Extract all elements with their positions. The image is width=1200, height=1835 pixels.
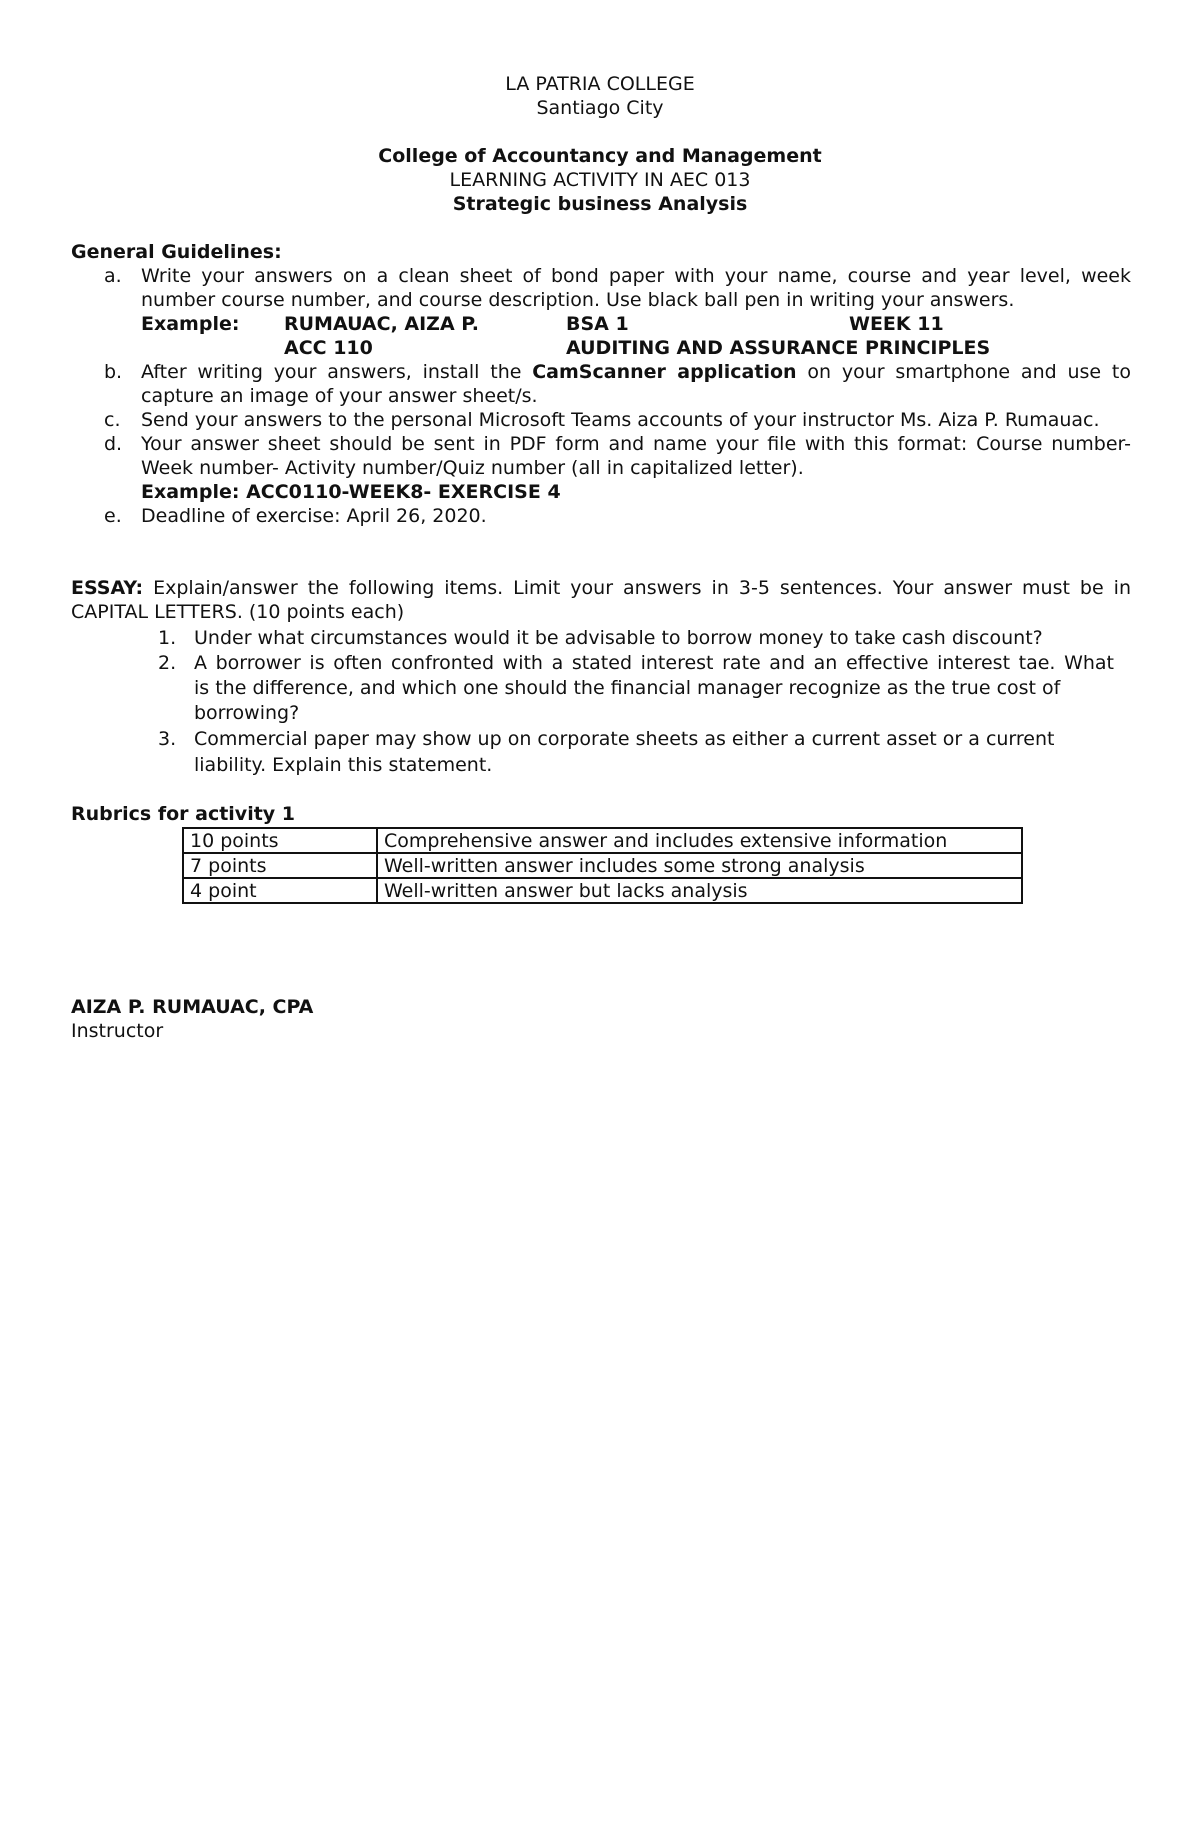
rubrics-title: Rubrics for activity 1 bbox=[71, 803, 296, 825]
rubric-description: Comprehensive answer and includes extensive information bbox=[377, 828, 1022, 853]
guideline-d-example: Example: ACC0110-WEEK8- EXERCISE 4 bbox=[141, 481, 561, 503]
example-name: RUMAUAC, AIZA P. bbox=[284, 313, 479, 335]
guideline-b-text-post: on your smartphone and use to bbox=[796, 361, 1131, 383]
rubric-points: 4 point bbox=[183, 878, 377, 903]
guideline-d-line1: Your answer sheet should be sent in PDF form and name your file with this format: Course number- bbox=[141, 433, 1131, 455]
activity-title: LEARNING ACTIVITY IN AEC 013 bbox=[449, 169, 751, 191]
example-week: WEEK 11 bbox=[849, 313, 944, 335]
essay-item-number: 1. bbox=[158, 627, 177, 649]
essay-item-number: 2. bbox=[158, 652, 177, 674]
guideline-a-line2: number course number, and course description. Use black ball pen in writing your answers. bbox=[141, 289, 1015, 311]
guideline-b-line2: capture an image of your answer sheet/s. bbox=[141, 385, 538, 407]
table-row bbox=[183, 853, 1022, 878]
guideline-e-marker: e. bbox=[104, 505, 122, 527]
guideline-d-line2: Week number- Activity number/Quiz number (all in capitalized letter). bbox=[141, 457, 804, 479]
essay-item-number: 3. bbox=[158, 728, 177, 750]
rubric-points: 7 points bbox=[183, 853, 377, 878]
guideline-a-marker: a. bbox=[104, 265, 122, 287]
guidelines-title: General Guidelines: bbox=[71, 241, 282, 263]
example-course-number: ACC 110 bbox=[284, 337, 373, 359]
guideline-a-line1: Write your answers on a clean sheet of bond paper with your name, course and year level, week bbox=[141, 265, 1131, 287]
rubric-description: Well-written answer includes some strong analysis bbox=[377, 853, 1022, 878]
table-row bbox=[183, 878, 1022, 903]
example-course: BSA 1 bbox=[566, 313, 629, 335]
guideline-b-text-pre: After writing your answers, install the bbox=[141, 361, 533, 383]
guideline-b-marker: b. bbox=[104, 361, 123, 383]
camscanner-app-name: CamScanner application bbox=[532, 361, 797, 383]
rubric-points: 10 points bbox=[183, 828, 377, 853]
college-city: Santiago City bbox=[536, 97, 664, 119]
rubric-description: Well-written answer but lacks analysis bbox=[377, 878, 1022, 903]
essay-item-2-line3: borrowing? bbox=[194, 702, 300, 724]
guideline-c-line1: Send your answers to the personal Microsoft Teams accounts of your instructor Ms. Aiza P. Rumauac. bbox=[141, 409, 1100, 431]
department-name: College of Accountancy and Management bbox=[378, 145, 822, 167]
essay-item-3-line1: Commercial paper may show up on corporate sheets as either a current asset or a current bbox=[194, 728, 1055, 750]
example-label: Example: bbox=[141, 313, 240, 335]
table-row bbox=[183, 828, 1022, 853]
essay-intro-line2: CAPITAL LETTERS. (10 points each) bbox=[71, 601, 405, 623]
essay-item-3-line2: liability. Explain this statement. bbox=[194, 754, 493, 776]
guideline-e-line1: Deadline of exercise: April 26, 2020. bbox=[141, 505, 487, 527]
instructor-name: AIZA P. RUMAUAC, CPA bbox=[71, 996, 314, 1018]
guideline-d-marker: d. bbox=[104, 433, 123, 455]
rubrics-table bbox=[182, 827, 1023, 904]
subject-title: Strategic business Analysis bbox=[452, 193, 748, 215]
guideline-c-marker: c. bbox=[104, 409, 121, 431]
essay-item-1-line1: Under what circumstances would it be advisable to borrow money to take cash discount? bbox=[194, 627, 1043, 649]
college-name: LA PATRIA COLLEGE bbox=[505, 73, 695, 95]
essay-label: ESSAY: bbox=[71, 577, 144, 599]
essay-intro-text: Explain/answer the following items. Limit your answers in 3-5 sentences. Your answer must be in bbox=[143, 577, 1131, 599]
essay-item-2-line2: is the difference, and which one should the financial manager recognize as the true cost of bbox=[194, 677, 1061, 699]
essay-item-2-line1: A borrower is often confronted with a stated interest rate and an effective interest tae. What bbox=[194, 652, 1114, 674]
instructor-role: Instructor bbox=[71, 1020, 164, 1042]
guideline-b-line1 bbox=[141, 360, 1131, 384]
example-course-description: AUDITING AND ASSURANCE PRINCIPLES bbox=[566, 337, 991, 359]
essay-intro-line1 bbox=[71, 576, 1131, 600]
